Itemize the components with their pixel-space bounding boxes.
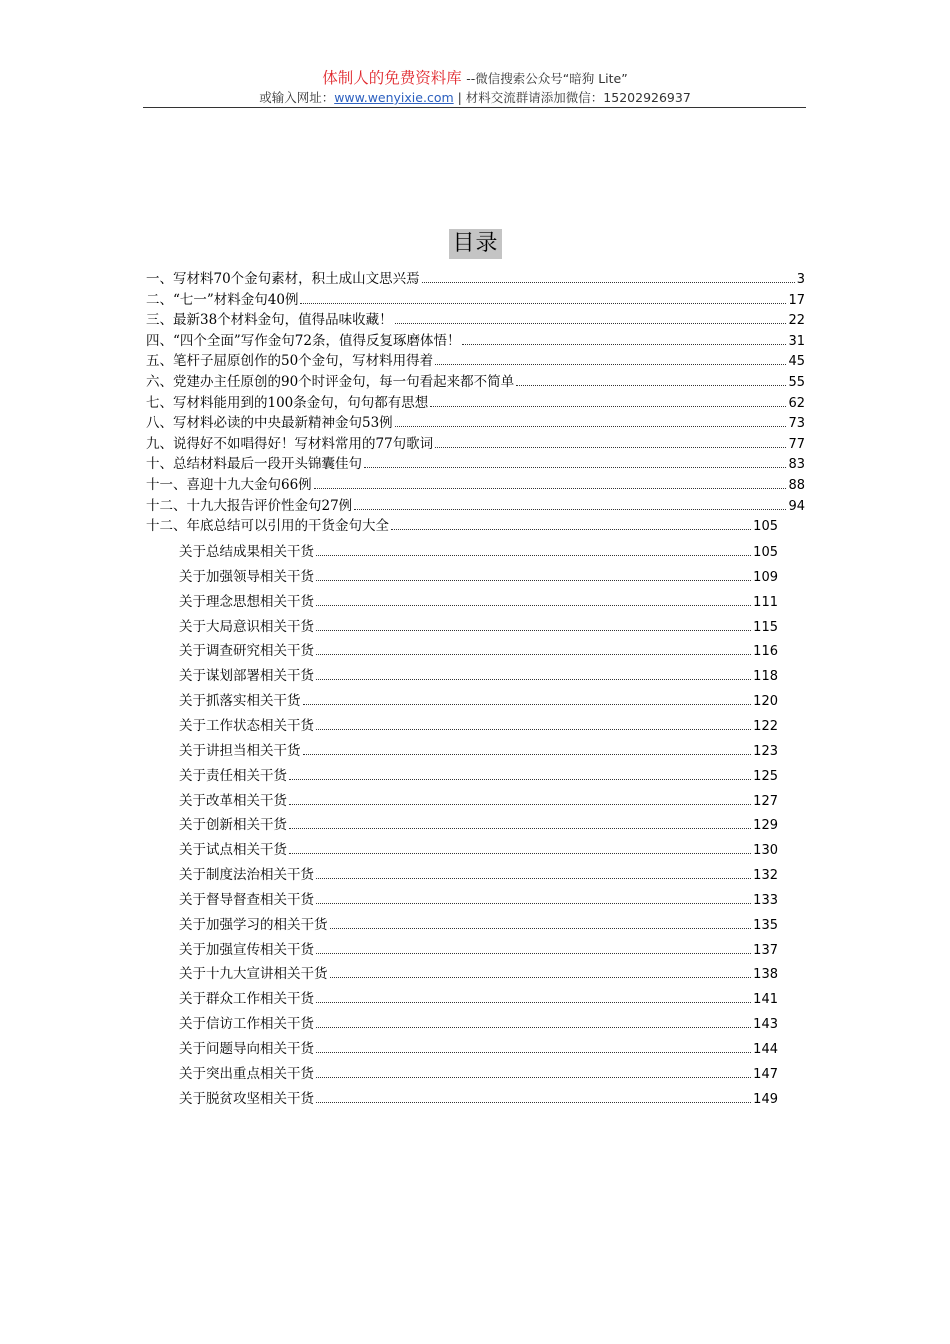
toc-entry[interactable] — [146, 373, 805, 392]
toc-entry-text: 关于抓落实相关干货 — [179, 693, 301, 710]
toc-entry-text: 关于总结成果相关干货 — [179, 544, 314, 560]
toc-page-number: 132 — [753, 868, 778, 884]
toc-page-number: 22 — [788, 313, 805, 329]
toc-subentry[interactable] — [179, 792, 778, 811]
toc-entry-text: 关于群众工作相关干货 — [179, 991, 314, 1008]
toc-subentry[interactable] — [179, 593, 778, 612]
dot-leader — [316, 668, 751, 680]
dot-leader — [289, 793, 751, 805]
toc-entry-text: 一、写材料70个金句素材，积土成山文思兴焉 — [146, 271, 420, 287]
toc-page-number: 138 — [753, 967, 778, 983]
toc-page-number: 120 — [753, 694, 778, 710]
toc-page-number: 137 — [753, 942, 778, 958]
dot-leader — [303, 743, 752, 755]
dot-leader — [316, 718, 751, 730]
toc-entry-text: 关于理念思想相关干货 — [179, 593, 314, 610]
toc-subentry[interactable] — [179, 543, 778, 562]
toc-entry-text: 九、说得好不如唱得好！写材料常用的77句歌词 — [146, 435, 434, 452]
toc-entry[interactable] — [146, 291, 805, 310]
toc-subentry[interactable] — [179, 618, 778, 637]
toc-entry-text: 八、写材料必读的中央最新精神金句53例 — [146, 415, 393, 432]
toc-page-number: 55 — [788, 375, 805, 390]
toc-page-number: 62 — [788, 395, 805, 411]
toc-entry-text: 七、写材料能用到的100条金句，句句都有思想 — [146, 394, 429, 411]
toc-entry-text: 关于十九大宣讲相关干货 — [179, 966, 328, 983]
toc-page-number: 109 — [753, 569, 778, 585]
toc-entry-text: 十二、年底总结可以引用的干货金句大全 — [146, 518, 389, 535]
toc-subentry[interactable] — [179, 866, 778, 885]
toc-entry-text: 五、笔杆子屈原创作的50个金句，写材料用得着 — [146, 353, 434, 370]
dot-leader — [316, 569, 751, 581]
toc-subentry[interactable] — [179, 667, 778, 686]
toc-entry-text: 关于加强领导相关干货 — [179, 568, 314, 585]
dot-leader — [316, 892, 751, 904]
dot-leader — [364, 456, 786, 468]
toc-entry-text: 二、“七一”材料金句40例 — [146, 291, 299, 308]
toc-entry[interactable] — [146, 517, 778, 536]
toc-entry[interactable] — [146, 311, 805, 330]
toc-entry[interactable] — [146, 497, 805, 516]
toc-entry[interactable] — [146, 332, 805, 351]
toc-page-number: 129 — [753, 818, 778, 834]
website-link[interactable]: www.wenyixie.com — [334, 90, 454, 105]
dot-leader — [435, 436, 786, 448]
toc-page-number: 143 — [753, 1017, 778, 1033]
toc-entry-text: 四、“四个全面”写作金句72条，值得反复琢磨体悟！ — [146, 332, 461, 349]
toc-entry-text: 关于大局意识相关干货 — [179, 618, 314, 635]
toc-subentry[interactable] — [179, 1065, 778, 1084]
toc-page-number: 135 — [753, 917, 778, 933]
dot-leader — [516, 374, 786, 386]
contact-text: | 材料交流群请添加微信：15202926937 — [457, 90, 691, 105]
toc-entry[interactable] — [146, 414, 805, 433]
toc-subentry[interactable] — [179, 916, 778, 935]
toc-page-number: 116 — [753, 644, 778, 660]
dot-leader — [422, 271, 795, 283]
toc-entry-text: 十二、十九大报告评价性金句27例 — [146, 497, 353, 514]
toc-entry-text: 关于突出重点相关干货 — [179, 1065, 314, 1082]
toc-page-number: 73 — [788, 416, 805, 432]
toc-page-number: 123 — [753, 743, 778, 759]
toc-subentry[interactable] — [179, 1090, 778, 1109]
dot-leader — [316, 942, 751, 954]
toc-page-number: 105 — [753, 519, 778, 535]
dot-leader — [300, 292, 786, 304]
toc-page-number: 77 — [788, 436, 805, 452]
toc-entry-text: 关于制度法治相关干货 — [179, 867, 314, 884]
toc-entry-text: 关于试点相关干货 — [179, 842, 287, 859]
toc-entry[interactable] — [146, 394, 805, 413]
toc-subentry[interactable] — [179, 841, 778, 860]
toc-page-number: 111 — [753, 594, 778, 610]
toc-entry-text: 关于信访工作相关干货 — [179, 1016, 314, 1033]
toc-entry-text: 三、最新38个材料金句，值得品味收藏！ — [146, 312, 393, 329]
toc-entry[interactable] — [146, 476, 805, 495]
dot-leader — [395, 415, 787, 427]
toc-page-number: 141 — [753, 992, 778, 1008]
toc-page-number: 17 — [788, 292, 805, 308]
url-prefix: 或输入网址： — [259, 90, 335, 105]
dot-leader — [395, 312, 787, 324]
dot-leader — [354, 498, 786, 510]
toc-page-number: 115 — [753, 619, 778, 635]
toc-page-number: 83 — [788, 457, 805, 473]
toc-entry-text: 六、党建办主任原创的90个时评金句，每一句看起来都不简单 — [146, 374, 515, 390]
toc-subentry[interactable] — [179, 767, 778, 786]
dot-leader — [316, 991, 751, 1003]
toc-entry[interactable] — [146, 455, 805, 474]
toc-subentry[interactable] — [179, 717, 778, 736]
toc-page-number: 31 — [788, 333, 805, 349]
dot-leader — [430, 395, 786, 407]
toc-entry-text: 关于加强学习的相关干货 — [179, 916, 328, 933]
toc-subentry[interactable] — [179, 742, 778, 761]
toc-subentry[interactable] — [179, 568, 778, 587]
dot-leader — [316, 1066, 751, 1078]
toc-entry[interactable] — [146, 352, 805, 371]
toc-page-number: 127 — [753, 793, 778, 809]
brand-suffix: --微信搜索公众号“暗狗 Lite” — [466, 71, 628, 86]
dot-leader — [289, 768, 751, 780]
dot-leader — [314, 477, 787, 489]
dot-leader — [435, 353, 786, 365]
toc-entry-text: 关于谋划部署相关干货 — [179, 668, 314, 685]
dot-leader — [462, 333, 786, 345]
toc-page-number: 105 — [753, 545, 778, 560]
brand-title: 体制人的免费资料库 — [322, 69, 462, 87]
toc-page-number: 144 — [753, 1042, 778, 1057]
header-divider — [143, 107, 806, 108]
toc-page-number: 118 — [753, 669, 778, 685]
toc-entry-text: 关于讲担当相关干货 — [179, 742, 301, 759]
toc-page-number: 147 — [753, 1066, 778, 1082]
toc-subentry[interactable] — [179, 642, 778, 661]
toc-subentry[interactable] — [179, 1015, 778, 1034]
toc-subentry[interactable] — [179, 965, 778, 984]
toc-entry[interactable] — [146, 270, 805, 289]
dot-leader — [316, 867, 751, 879]
toc-page-number: 122 — [753, 718, 778, 734]
toc-entry[interactable] — [146, 435, 805, 454]
toc-subentry[interactable] — [179, 941, 778, 960]
header-line-1 — [0, 69, 950, 88]
toc-entry-text: 关于调查研究相关干货 — [179, 643, 314, 660]
toc-entry-text: 十、总结材料最后一段开头锦囊佳句 — [146, 456, 362, 473]
toc-page-number: 94 — [788, 498, 805, 514]
toc-entry-text: 关于加强宣传相关干货 — [179, 941, 314, 958]
toc-subentry[interactable] — [179, 1040, 778, 1059]
dot-leader — [316, 643, 751, 655]
dot-leader — [303, 693, 752, 705]
toc-page-number: 130 — [753, 843, 778, 859]
toc-entry-text: 关于改革相关干货 — [179, 792, 287, 809]
toc-page-number: 88 — [788, 478, 805, 493]
toc-entry-text: 关于问题导向相关干货 — [179, 1041, 314, 1057]
toc-entry-text: 关于工作状态相关干货 — [179, 717, 314, 734]
dot-leader — [330, 966, 752, 978]
toc-page-number: 125 — [753, 768, 778, 784]
dot-leader — [289, 817, 751, 829]
dot-leader — [289, 842, 751, 854]
toc-subentry[interactable] — [179, 990, 778, 1009]
dot-leader — [330, 917, 752, 929]
dot-leader — [316, 1041, 751, 1053]
toc-title: 目录 — [449, 229, 502, 259]
dot-leader — [316, 1091, 751, 1103]
dot-leader — [316, 619, 751, 631]
toc-entry-text: 关于创新相关干货 — [179, 817, 287, 834]
toc-entry-text: 关于责任相关干货 — [179, 767, 287, 784]
toc-subentry[interactable] — [179, 816, 778, 835]
toc-page-number: 45 — [788, 354, 805, 370]
header-line-2 — [0, 90, 950, 106]
dot-leader — [391, 518, 751, 530]
dot-leader — [316, 594, 751, 606]
toc-entry-text: 十一、喜迎十九大金句66例 — [146, 477, 312, 493]
toc-subentry[interactable] — [179, 692, 778, 711]
toc-page-number: 133 — [753, 892, 778, 908]
toc-page-number: 149 — [753, 1091, 778, 1107]
toc-page-number: 3 — [796, 272, 805, 287]
dot-leader — [316, 544, 751, 556]
toc-entry-text: 关于脱贫攻坚相关干货 — [179, 1090, 314, 1107]
toc-subentry[interactable] — [179, 891, 778, 910]
dot-leader — [316, 1016, 751, 1028]
toc-entry-text: 关于督导督查相关干货 — [179, 891, 314, 908]
